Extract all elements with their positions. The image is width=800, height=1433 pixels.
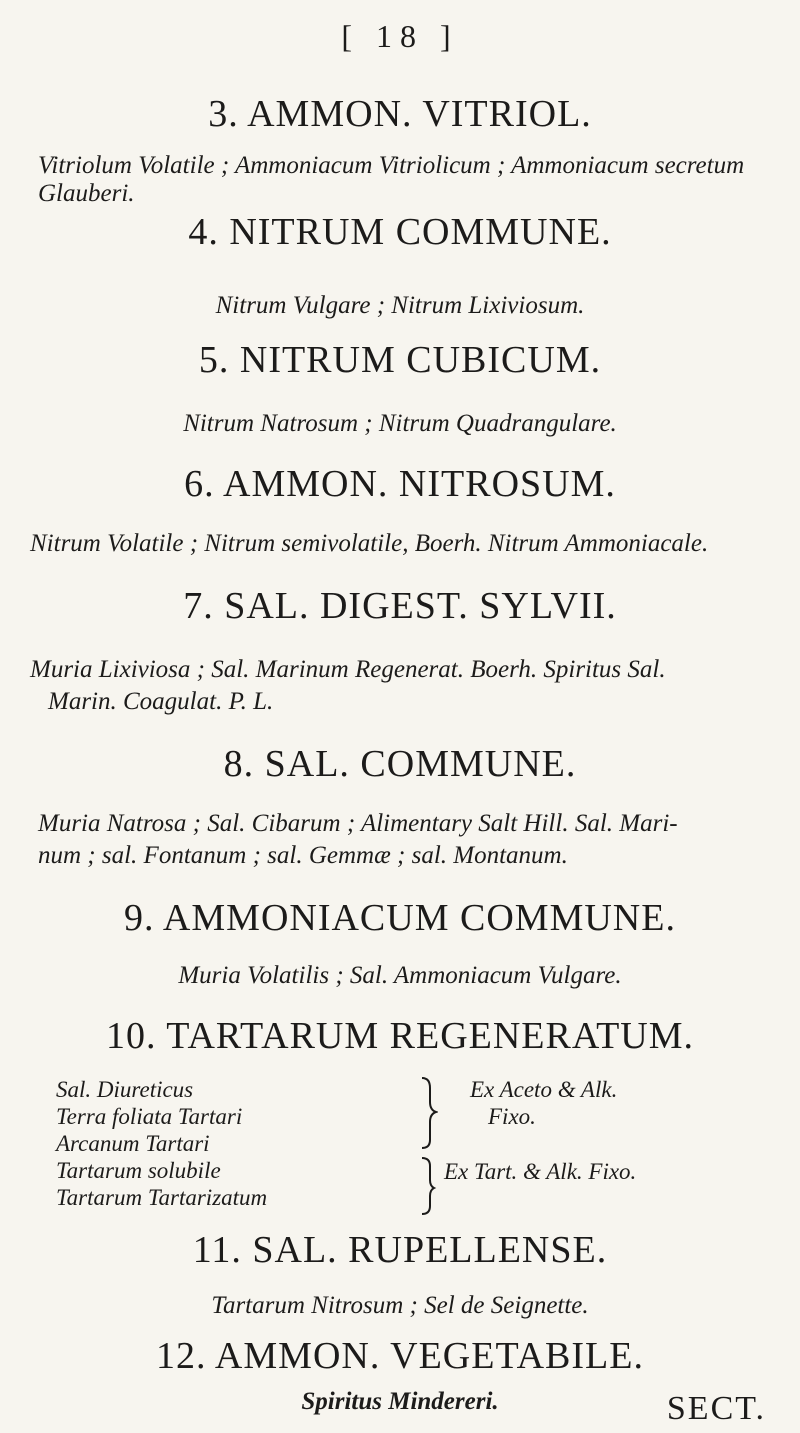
left-entry: Sal. Diureticus xyxy=(56,1077,194,1102)
catchword: SECT. xyxy=(666,1390,766,1427)
synonym-line: Muria Volatilis ; Sal. Ammoniacum Vulgare. xyxy=(178,962,622,989)
page-number: [ 18 ] xyxy=(341,18,459,54)
section-heading: 8. SAL. COMMUNE. xyxy=(223,743,577,785)
section-heading: 7. SAL. DIGEST. SYLVII. xyxy=(183,585,617,627)
right-entry: Ex Aceto & Alk. xyxy=(470,1077,618,1102)
synonym-line: Glauberi. xyxy=(38,180,135,207)
right-entry: Ex Tart. & Alk. Fixo. xyxy=(444,1159,637,1184)
section-heading: 10. TARTARUM REGENERATUM. xyxy=(105,1015,695,1057)
synonym-line: Muria Lixiviosa ; Sal. Marinum Regenerat. Boerh. Spiritus Sal. xyxy=(30,656,666,683)
section-heading: 4. NITRUM COMMUNE. xyxy=(188,211,612,253)
section-heading: 3. AMMON. VITRIOL. xyxy=(208,93,592,135)
right-entry: Fixo. xyxy=(488,1104,536,1129)
synonym-line: Marin. Coagulat. P. L. xyxy=(48,688,274,715)
synonym-line: Muria Natrosa ; Sal. Cibarum ; Alimentary Salt Hill. Sal. Mari- xyxy=(38,810,678,837)
section-heading: 6. AMMON. NITROSUM. xyxy=(184,463,616,505)
section-heading: 5. NITRUM CUBICUM. xyxy=(198,339,602,381)
section-heading: 11. SAL. RUPELLENSE. xyxy=(192,1229,608,1271)
synonym-line: Nitrum Volatile ; Nitrum semivolatile, Boerh. Nitrum Ammoniacale. xyxy=(30,530,709,557)
section-heading: 9. AMMONIACUM COMMUNE. xyxy=(124,897,676,939)
left-entry: Tartarum Tartarizatum xyxy=(56,1185,268,1210)
left-entry: Tartarum solubile xyxy=(56,1158,221,1183)
synonym-line: Tartarum Nitrosum ; Sel de Seignette. xyxy=(211,1292,589,1319)
synonym-line: Spiritus Mindereri. xyxy=(301,1388,499,1415)
synonym-line: num ; sal. Fontanum ; sal. Gemmæ ; sal. Montanum. xyxy=(38,842,568,869)
left-entry: Terra foliata Tartari xyxy=(56,1104,243,1129)
synonym-line: Nitrum Natrosum ; Nitrum Quadrangulare. xyxy=(183,410,617,437)
synonym-line: Vitriolum Volatile ; Ammoniacum Vitriolicum ; Ammoniacum secretum xyxy=(38,152,745,179)
brace-icon xyxy=(418,1074,438,1218)
synonym-line: Nitrum Vulgare ; Nitrum Lixiviosum. xyxy=(215,292,585,319)
left-entry: Arcanum Tartari xyxy=(56,1131,210,1156)
section-heading: 12. AMMON. VEGETABILE. xyxy=(156,1335,644,1377)
